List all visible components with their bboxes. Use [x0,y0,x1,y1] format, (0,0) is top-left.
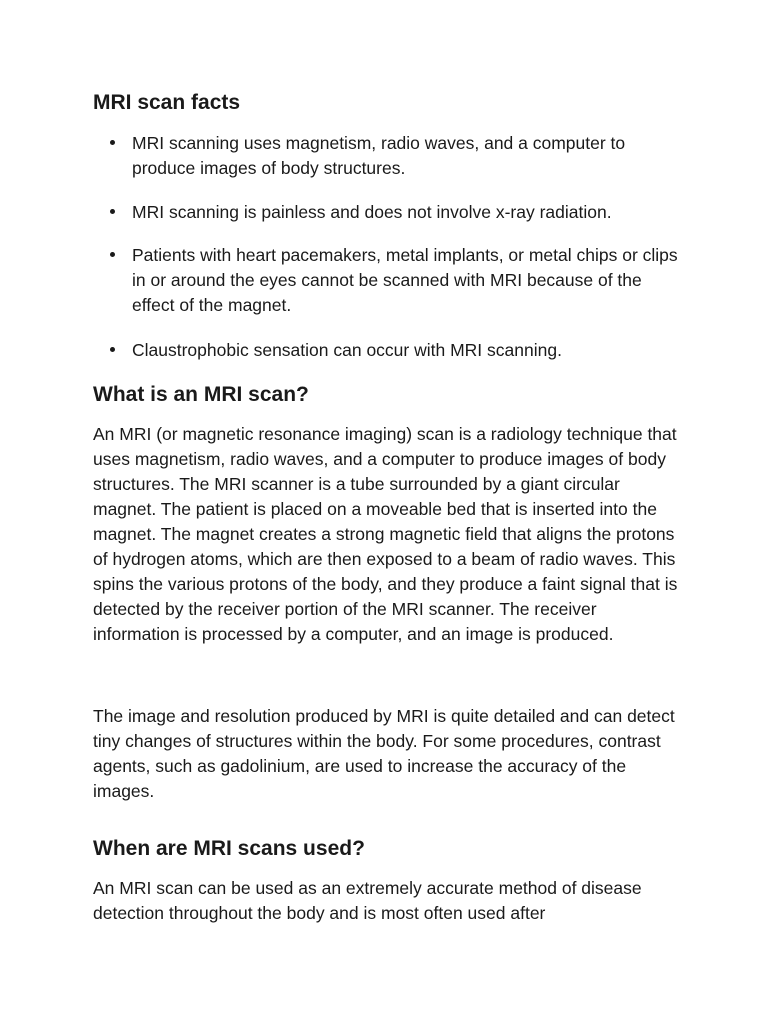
bullet-dot-icon [110,209,115,214]
list-item-text: MRI scanning uses magnetism, radio waves, and a computer to produce images of body structures. [132,133,626,178]
list-item [93,243,683,318]
list-item [93,131,683,181]
list-item-text: MRI scanning is painless and does not involve x-ray radiation. [132,202,612,222]
heading-mri-scan-facts: MRI scan facts [93,91,241,114]
paragraph-mri-definition: An MRI (or magnetic resonance imaging) scan is a radiology technique that uses magnetism, radio waves, and a computer to produce images of body structures. The MRI scanner is a tube surrounded by a giant circular magnet. The patient is placed on a moveable bed that is inserted into the magnet. The magnet creates a strong magnetic field that aligns the protons of hydrogen atoms, which are then exposed to a beam of radio waves. This spins the various protons of the body, and they produce a faint signal that is detected by the receiver portion of the MRI scanner. The receiver information is processed by a computer, and an image is produced. [93,424,678,644]
bullet-dot-icon [110,347,115,352]
bullet-dot-icon [110,252,115,257]
list-item-text: Claustrophobic sensation can occur with MRI scanning. [132,340,562,360]
list-item [93,338,683,363]
list-item-text: Patients with heart pacemakers, metal implants, or metal chips or clips in or around the eyes cannot be scanned with MRI because of the effect of the magnet. [132,245,678,315]
list-item [93,200,683,225]
heading-when-used: When are MRI scans used? [93,837,365,860]
paragraph-mri-usage: An MRI scan can be used as an extremely accurate method of disease detection throughout the body and is most often used after [93,878,642,923]
heading-what-is-mri: What is an MRI scan? [93,383,309,406]
bullet-dot-icon [110,140,115,145]
paragraph-mri-resolution: The image and resolution produced by MRI is quite detailed and can detect tiny changes of structures within the body. For some procedures, contrast agents, such as gadolinium, are used to increase the accuracy of the images. [93,706,675,801]
